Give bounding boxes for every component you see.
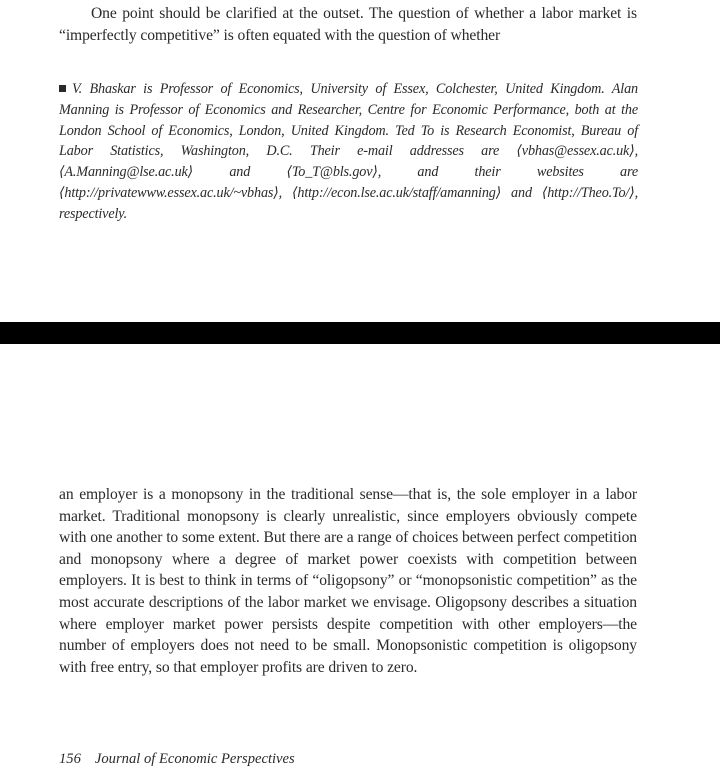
page-number: 156 [59,751,81,767]
page-top [0,0,720,322]
author-footnote [59,79,638,225]
running-header [59,749,295,769]
page-break-bar [0,322,720,344]
square-bullet-icon [59,85,66,92]
author-footnote-text: V. Bhaskar is Professor of Economics, University of Essex, Colchester, United Kingdom. Alan Manning is Professor of Economics and Researcher, Centre for Economic Performance, both at the London School of Economics, London, United Kingdom. Ted To is Research Economist, Bureau of Labor Statistics, Washington, D.C. Their e-mail addresses are ⟨vbhas@essex.ac.uk⟩, ⟨A.Manning@lse.ac.uk⟩ and ⟨To_T@bls.gov⟩, and their websites are ⟨http://privatewww.essex.ac.uk/~vbhas⟩, ⟨http://econ.lse.ac.uk/staff/amanning⟩ and ⟨http://Theo.To/⟩, respectively. [59,81,638,222]
body-paragraph-top: One point should be clarified at the outset. The question of whether a labor market is “imperfectly competitive” is often equated with the question of whether [59,5,637,44]
journal-title: Journal of Economic Perspectives [94,751,295,767]
body-paragraph-bottom: an employer is a monopsony in the traditional sense—that is, the sole employer in a labor market. Traditional monopsony is clearly unrealistic, since employers obviously compete with one another to some extent. But there are a range of choices between perfect competition and monopsony where a degree of market power coexists with competition between employers. It is best to think in terms of “oligopsony” or “monopsonistic competition” as the most accurate descriptions of the labor market we envisage. Oligopsony describes a situation where employer market power persists despite competition with other employers—the number of employers does not need to be small. Monopsonistic competition is oligopsony with free entry, so that employer profits are driven to zero. [59,486,637,676]
